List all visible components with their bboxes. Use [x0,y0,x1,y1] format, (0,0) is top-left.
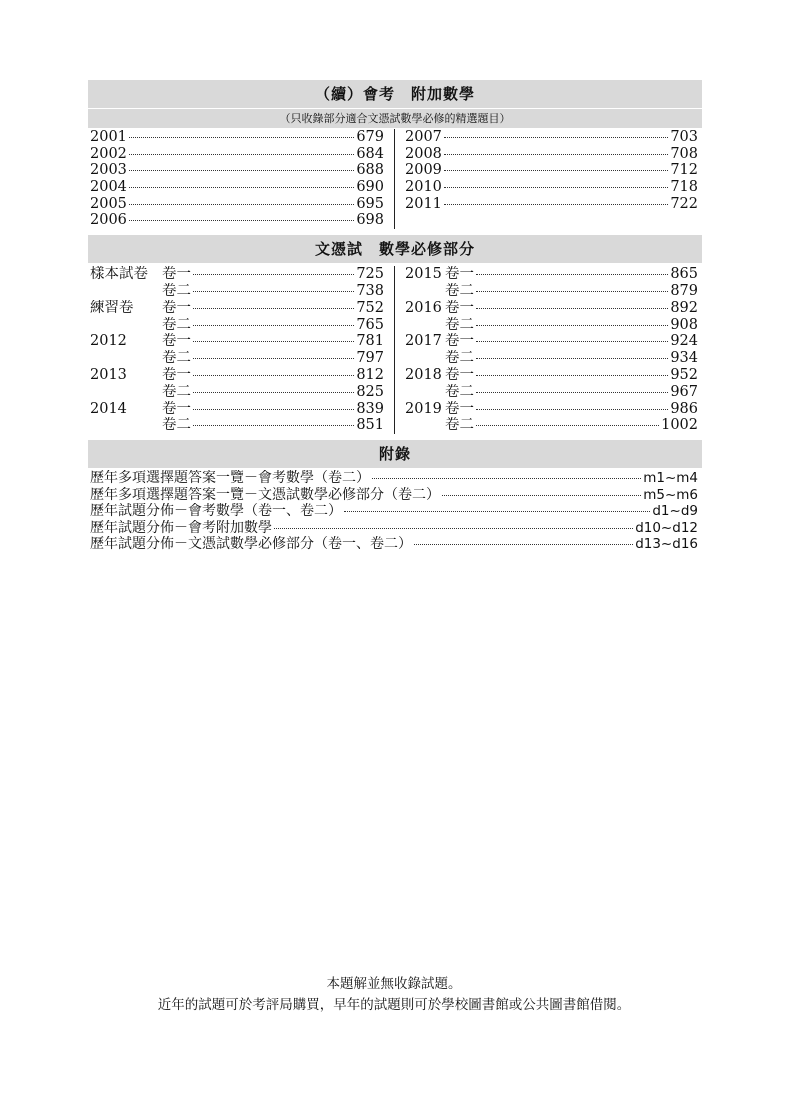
toc-label: 2017 [405,333,442,350]
appendix-title: 歷年多項選擇題答案一覽－文憑試數學必修部分（卷二） [90,486,440,503]
toc-page: 718 [670,179,698,196]
leader-dots [193,425,354,426]
toc-row [90,179,384,196]
toc-row [90,146,384,163]
toc-page: 812 [356,366,384,383]
toc-paper: 卷一 [162,299,191,316]
toc-paper: 卷一 [445,266,474,283]
appendix-page: d1~d9 [652,503,698,520]
toc-label: 練習卷 [90,299,134,316]
footer-note-2: 近年的試題可於考評局購買，早年的試題則可於學校圖書館或公共圖書館借閱。 [157,997,631,1013]
toc-paper: 卷一 [162,333,191,350]
table-of-contents [88,80,702,553]
toc-row [90,300,384,317]
leader-dots [129,187,354,188]
appendix-page: m5~m6 [643,486,698,503]
leader-dots [476,409,668,410]
appendix-title: 歷年多項選擇題答案一覽－會考數學（卷二） [90,470,370,487]
toc-page: 703 [670,129,698,145]
toc-row [405,196,698,213]
leader-dots [129,204,354,205]
toc-row [405,401,698,418]
toc-row [90,317,384,334]
leader-dots [476,341,668,342]
leader-dots [129,220,354,221]
toc-paper: 卷二 [445,383,474,400]
leader-dots [444,187,668,188]
toc-paper: 卷二 [162,316,191,333]
section-heading-appendix: 附錄 [88,440,702,468]
section-heading-cemaths: （續）會考 附加數學 [88,80,702,108]
toc-label: 2015 [405,266,442,283]
leader-dots [444,204,668,205]
toc-row [90,417,384,434]
toc-page: 865 [670,266,698,283]
leader-dots [193,409,354,410]
appendix-title: 歷年試題分佈－會考附加數學 [90,519,272,536]
toc-row [90,266,384,283]
appendix-row [88,470,702,487]
toc-row [90,401,384,418]
toc-row [90,350,384,367]
toc-page: 698 [356,212,384,229]
appendix-row [88,503,702,520]
toc-page: 722 [670,195,698,212]
leader-dots [193,308,354,309]
leader-dots [444,137,668,138]
toc-page: 986 [670,400,698,417]
toc-page: 725 [356,266,384,283]
leader-dots [193,325,354,326]
toc-page: 781 [356,333,384,350]
leader-dots [442,495,641,496]
section1-columns [88,129,702,229]
toc-paper: 卷二 [445,316,474,333]
toc-paper: 卷二 [162,350,191,367]
toc-year: 2002 [90,145,127,162]
leader-dots [193,291,354,292]
leader-dots [193,358,354,359]
toc-paper: 卷二 [162,383,191,400]
toc-label: 樣本試卷 [90,266,148,283]
toc-paper: 卷一 [445,333,474,350]
section1-right-column [395,129,702,229]
toc-row [405,129,698,146]
leader-dots [476,325,668,326]
toc-page: 695 [356,195,384,212]
toc-year: 2009 [405,162,442,179]
toc-row [90,162,384,179]
toc-year: 2008 [405,145,442,162]
toc-label: 2018 [405,366,442,383]
toc-row [405,300,698,317]
toc-page: 924 [670,333,698,350]
toc-paper: 卷二 [162,282,191,299]
appendix-page: d13~d16 [635,536,698,553]
toc-year: 2005 [90,195,127,212]
toc-page: 892 [670,299,698,316]
toc-row [405,333,698,350]
section2-columns [88,266,702,434]
leader-dots [476,291,668,292]
section2-left-column [88,266,395,434]
section-subheading: （只收錄部分適合文憑試數學必修的精選題目） [88,109,702,128]
toc-paper: 卷一 [162,266,191,283]
toc-row [405,350,698,367]
toc-page: 712 [670,162,698,179]
toc-paper: 卷一 [162,366,191,383]
toc-page: 684 [356,145,384,162]
toc-paper: 卷二 [445,282,474,299]
leader-dots [193,274,354,275]
section-heading-dse: 文憑試 數學必修部分 [88,235,702,263]
toc-paper: 卷二 [445,350,474,367]
leader-dots [476,375,668,376]
leader-dots [444,154,668,155]
toc-page: 752 [356,299,384,316]
leader-dots [444,170,668,171]
appendix-title: 歷年試題分佈－會考數學（卷一、卷二） [90,503,342,520]
toc-paper: 卷二 [162,417,191,434]
toc-label: 2014 [90,400,127,417]
toc-row [90,384,384,401]
toc-row [405,367,698,384]
section1-left-column [88,129,395,229]
toc-label: 2012 [90,333,127,350]
toc-row [405,283,698,300]
toc-page: 825 [356,383,384,400]
appendix-row [88,536,702,553]
toc-page: 908 [670,316,698,333]
leader-dots [129,154,354,155]
toc-row [90,283,384,300]
toc-page: 765 [356,316,384,333]
toc-row [405,317,698,334]
leader-dots [372,478,641,479]
leader-dots [274,528,633,529]
leader-dots [476,392,668,393]
leader-dots [476,358,668,359]
toc-page: 797 [356,350,384,367]
toc-label: 2016 [405,299,442,316]
leader-dots [193,392,354,393]
toc-row [405,179,698,196]
toc-page: 934 [670,350,698,367]
toc-page: 738 [356,282,384,299]
toc-page: 851 [356,417,384,434]
appendix-page: d10~d12 [635,519,698,536]
footer-note-1: 本題解並無收錄試題。 [326,976,462,992]
toc-page: 839 [356,400,384,417]
leader-dots [414,544,633,545]
toc-paper: 卷一 [445,366,474,383]
appendix-title: 歷年試題分佈－文憑試數學必修部分（卷一、卷二） [90,536,412,553]
toc-page: 1002 [661,417,698,434]
toc-page: 967 [670,383,698,400]
toc-year: 2007 [405,129,442,145]
toc-row [405,162,698,179]
leader-dots [193,375,354,376]
toc-year: 2006 [90,212,127,229]
leader-dots [476,425,659,426]
leader-dots [129,170,354,171]
toc-page: 952 [670,366,698,383]
leader-dots [344,511,650,512]
section2-right-column [395,266,702,434]
leader-dots [476,308,668,309]
toc-page: 708 [670,145,698,162]
appendix-list [88,470,702,553]
toc-paper: 卷一 [162,400,191,417]
toc-page: 679 [356,129,384,145]
toc-year: 2010 [405,179,442,196]
toc-row [90,129,384,146]
toc-row [90,367,384,384]
toc-row [90,212,384,229]
appendix-row [88,487,702,504]
toc-year: 2003 [90,162,127,179]
appendix-row [88,520,702,537]
toc-year: 2011 [405,195,442,212]
toc-page: 879 [670,282,698,299]
leader-dots [476,274,668,275]
toc-row [405,266,698,283]
toc-row [405,384,698,401]
toc-row [90,196,384,213]
leader-dots [129,137,354,138]
toc-row [405,417,698,434]
toc-page: 690 [356,179,384,196]
toc-row [90,333,384,350]
toc-year: 2004 [90,179,127,196]
toc-paper: 卷一 [445,400,474,417]
toc-label: 2019 [405,400,442,417]
toc-paper: 卷二 [445,417,474,434]
toc-paper: 卷一 [445,299,474,316]
toc-label: 2013 [90,366,127,383]
leader-dots [193,341,354,342]
toc-year: 2001 [90,129,127,145]
appendix-page: m1~m4 [643,470,698,487]
toc-row [405,146,698,163]
toc-page: 688 [356,162,384,179]
